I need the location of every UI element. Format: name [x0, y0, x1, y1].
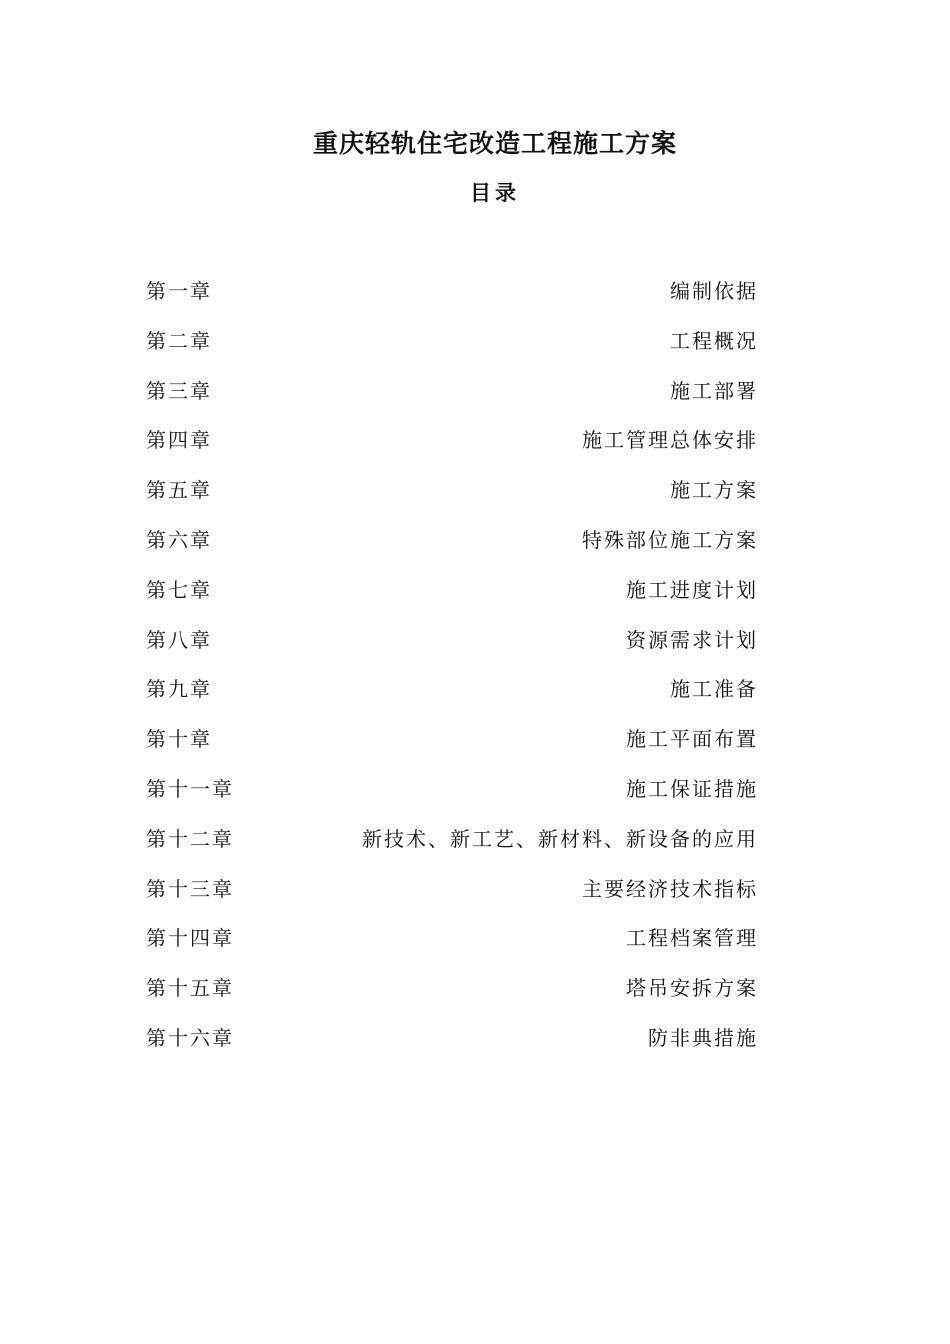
toc-chapter-title: 新技术、新工艺、新材料、新设备的应用	[362, 826, 758, 851]
toc-entry[interactable]	[146, 973, 756, 1023]
toc-chapter-number: 第十二章	[146, 826, 234, 851]
toc-chapter-number: 第十六章	[146, 1025, 234, 1050]
toc-entry[interactable]	[146, 425, 756, 475]
toc-chapter-number: 第四章	[146, 428, 212, 453]
document-title: 重庆轻轨住宅改造工程施工方案	[312, 129, 677, 158]
toc-chapter-title: 工程档案管理	[626, 926, 758, 951]
toc-entry[interactable]	[146, 724, 756, 774]
toc-chapter-number: 第十一章	[146, 776, 234, 801]
toc-chapter-title: 塔吊安拆方案	[626, 976, 758, 1001]
toc-chapter-title: 施工部署	[670, 378, 758, 403]
toc-heading: 目录	[470, 180, 520, 205]
toc-chapter-title: 防非典措施	[648, 1025, 758, 1050]
toc-chapter-number: 第一章	[146, 279, 212, 303]
toc-entry[interactable]	[146, 874, 756, 924]
toc-chapter-title: 施工准备	[670, 677, 758, 702]
toc-entry[interactable]	[146, 525, 756, 575]
toc-chapter-number: 第十章	[146, 727, 212, 752]
toc-entry[interactable]	[146, 1023, 756, 1073]
toc-chapter-number: 第六章	[146, 527, 212, 552]
toc-chapter-title: 施工平面布置	[626, 727, 758, 752]
toc-entry[interactable]	[146, 774, 756, 824]
toc-chapter-number: 第五章	[146, 478, 212, 503]
toc-chapter-number: 第九章	[146, 677, 212, 702]
toc-chapter-title: 工程概况	[670, 328, 758, 353]
toc-entry[interactable]	[146, 326, 756, 376]
toc-chapter-number: 第三章	[146, 378, 212, 403]
toc-chapter-number: 第十四章	[146, 926, 234, 951]
table-of-contents	[146, 276, 756, 1073]
toc-chapter-number: 第八章	[146, 627, 212, 652]
toc-chapter-title: 施工进度计划	[626, 577, 758, 602]
toc-chapter-number: 第二章	[146, 328, 212, 353]
toc-entry[interactable]	[146, 923, 756, 973]
toc-entry[interactable]	[146, 276, 756, 326]
toc-chapter-title: 编制依据	[670, 279, 758, 303]
toc-entry[interactable]	[146, 376, 756, 426]
toc-entry[interactable]	[146, 575, 756, 625]
toc-entry[interactable]	[146, 674, 756, 724]
toc-entry[interactable]	[146, 824, 756, 874]
toc-chapter-title: 主要经济技术指标	[582, 876, 758, 901]
toc-chapter-number: 第十三章	[146, 876, 234, 901]
toc-entry[interactable]	[146, 475, 756, 525]
toc-entry[interactable]	[146, 625, 756, 675]
toc-chapter-title: 特殊部位施工方案	[582, 527, 758, 552]
toc-chapter-number: 第十五章	[146, 976, 234, 1001]
toc-chapter-title: 施工管理总体安排	[582, 428, 758, 453]
toc-chapter-number: 第七章	[146, 577, 212, 602]
toc-chapter-title: 施工保证措施	[626, 776, 758, 801]
toc-chapter-title: 资源需求计划	[626, 627, 758, 652]
toc-chapter-title: 施工方案	[670, 478, 758, 503]
